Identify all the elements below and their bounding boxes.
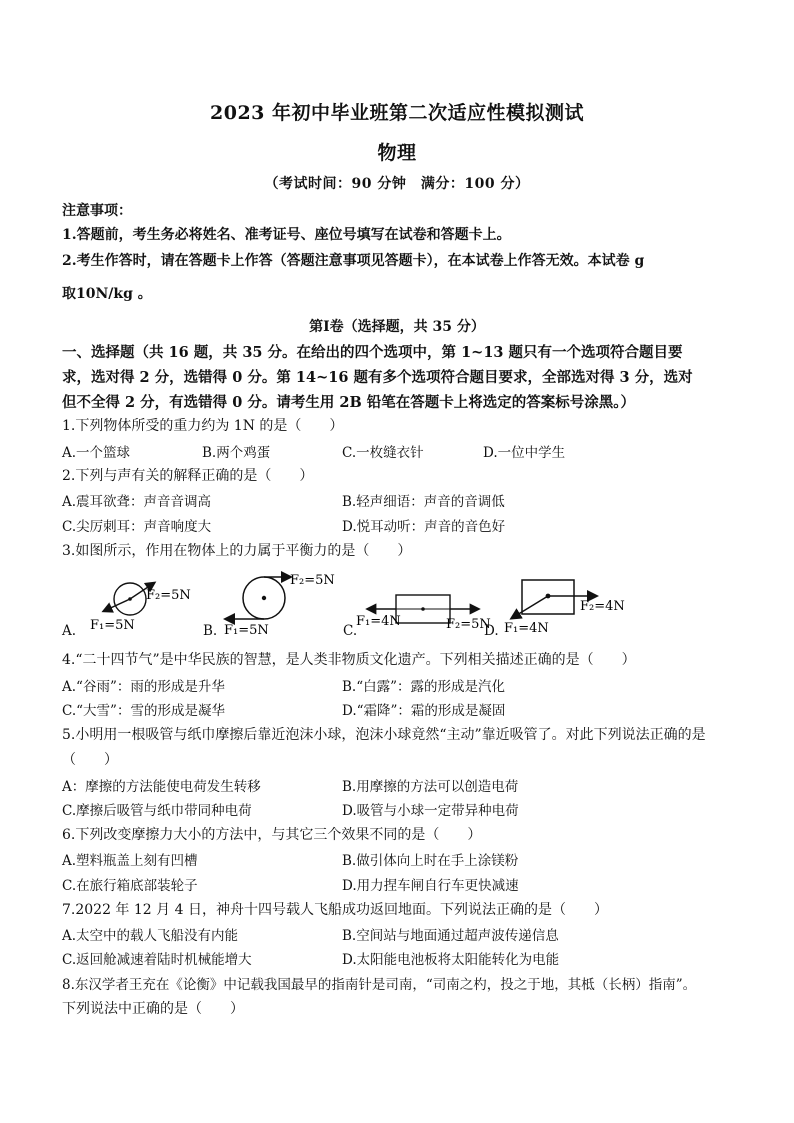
q2-option-c: C.尖厉刺耳：声音响度大 [62, 519, 212, 535]
q3-figure-c [356, 585, 491, 635]
q1-option-a: A.一个篮球 [62, 445, 131, 461]
notice-item-2-line1: 2.考生作答时，请在答题卡上作答（答题注意事项见答题卡），在本试卷上作答无效。本试卷 g [62, 253, 645, 269]
q5-stem-line2: （ ） [62, 752, 118, 768]
exam-title: 2023 年初中毕业班第二次适应性模拟测试 [210, 102, 584, 124]
q2-option-b: B.轻声细语：声音的音调低 [342, 494, 505, 510]
q7-option-d: D.太阳能电池板将太阳能转化为电能 [342, 952, 560, 968]
section-intro-line2: 求，选对得 2 分，选错得 0 分。第 14~16 题有多个选项符合题目要求，全部选对得 3 分，选对 [62, 369, 693, 386]
q4-option-b: B.“白露”：露的形成是汽化 [342, 679, 506, 695]
q7-option-b: B.空间站与地面通过超声波传递信息 [342, 928, 559, 944]
q4-option-d: D.“霜降”：霜的形成是凝固 [342, 703, 506, 719]
q2-option-a: A.震耳欲聋：声音音调高 [62, 494, 212, 510]
q3-b-f1-label: F₁=5N [224, 623, 269, 638]
q3-figure-a [80, 575, 190, 635]
q3-c-f1-label: F₁=4N [356, 614, 401, 629]
q3-option-b: B. [203, 623, 218, 639]
q3-a-f1-label: F₁=5N [90, 618, 135, 633]
q6-option-c: C.在旅行箱底部装轮子 [62, 878, 198, 894]
q5-option-d: D.吸管与小球一定带异种电荷 [342, 803, 519, 819]
notice-item-2-line2: 取10N/kg 。 [62, 286, 152, 302]
q3-d-f1-label: F₁=4N [504, 621, 549, 636]
q5-option-a: A：摩擦的方法能使电荷发生转移 [62, 779, 261, 795]
q4-option-c: C.“大雪”：雪的形成是凝华 [62, 703, 225, 719]
section-heading: 第Ⅰ卷（选择题，共 35 分） [309, 319, 485, 335]
q3-option-d: D. [484, 623, 499, 639]
q2-option-d: D.悦耳动听：声音的音色好 [342, 519, 506, 535]
q6-stem: 6.下列改变摩擦力大小的方法中，与其它三个效果不同的是（ ） [62, 827, 482, 843]
q3-option-c: C. [343, 623, 358, 639]
q2-stem: 2.下列与声有关的解释正确的是（ ） [62, 468, 314, 484]
q5-option-c: C.摩擦后吸管与纸巾带同种电荷 [62, 803, 252, 819]
q1-stem: 1.下列物体所受的重力约为 1N 的是（ ） [62, 418, 344, 434]
section-intro-line1: 一、选择题（共 16 题，共 35 分。在给出的四个选项中，第 1~13 题只有一个选项符合题目要 [62, 344, 683, 361]
q4-stem: 4.“二十四节气”是中华民族的智慧，是人类非物质文化遗产。下列相关描述正确的是（ ） [62, 652, 636, 668]
subject-title: 物理 [377, 142, 417, 164]
exam-info: （考试时间：90 分钟 满分：100 分） [264, 176, 530, 192]
q6-option-d: D.用力捏车闸自行车更快减速 [342, 878, 519, 894]
q8-stem-line1: 8.东汉学者王充在《论衡》中记载我国最早的指南针是司南，“司南之杓，投之于地，其柢（长柄）指南”。 [62, 977, 697, 993]
q3-b-f2-label: F₂=5N [290, 573, 335, 588]
q6-option-a: A.塑料瓶盖上刻有凹槽 [62, 853, 198, 869]
q8-stem-line2: 下列说法中正确的是（ ） [62, 1001, 244, 1017]
q3-option-a: A. [62, 623, 77, 639]
section-intro-line3: 但不全得 2 分，有选错得 0 分。请考生用 2B 铅笔在答题卡上将选定的答案标号涂黑。） [62, 394, 636, 411]
q4-option-a: A.“谷雨”：雨的形成是升华 [62, 679, 225, 695]
q7-option-a: A.太空中的载人飞船没有内能 [62, 928, 239, 944]
q7-stem: 7.2022 年 12 月 4 日，神舟十四号载人飞船成功返回地面。下列说法正确的是（ ） [62, 902, 608, 918]
notice-heading: 注意事项： [62, 203, 132, 219]
q3-figure-b [220, 572, 340, 637]
q1-option-b: B.两个鸡蛋 [202, 445, 271, 461]
q5-stem-line1: 5.小明用一根吸管与纸巾摩擦后靠近泡沫小球，泡沫小球竟然“主动”靠近吸管了。对此下列说法正确的是 [62, 727, 706, 743]
q5-option-b: B.用摩擦的方法可以创造电荷 [342, 779, 519, 795]
q1-option-c: C.一枚缝衣针 [342, 445, 424, 461]
q6-option-b: B.做引体向上时在手上涂镁粉 [342, 853, 519, 869]
q7-option-c: C.返回舱减速着陆时机械能增大 [62, 952, 252, 968]
q3-a-f2-label: F₂=5N [146, 588, 191, 603]
q3-d-f2-label: F₂=4N [580, 599, 625, 614]
notice-item-1: 1.答题前，考生务必将姓名、准考证号、座位号填写在试卷和答题卡上。 [62, 227, 511, 243]
q3-figure-d [496, 574, 626, 636]
q1-option-d: D.一位中学生 [483, 445, 566, 461]
q3-c-f2-label: F₂=5N [446, 617, 491, 632]
q3-stem: 3.如图所示，作用在物体上的力属于平衡力的是（ ） [62, 543, 412, 559]
